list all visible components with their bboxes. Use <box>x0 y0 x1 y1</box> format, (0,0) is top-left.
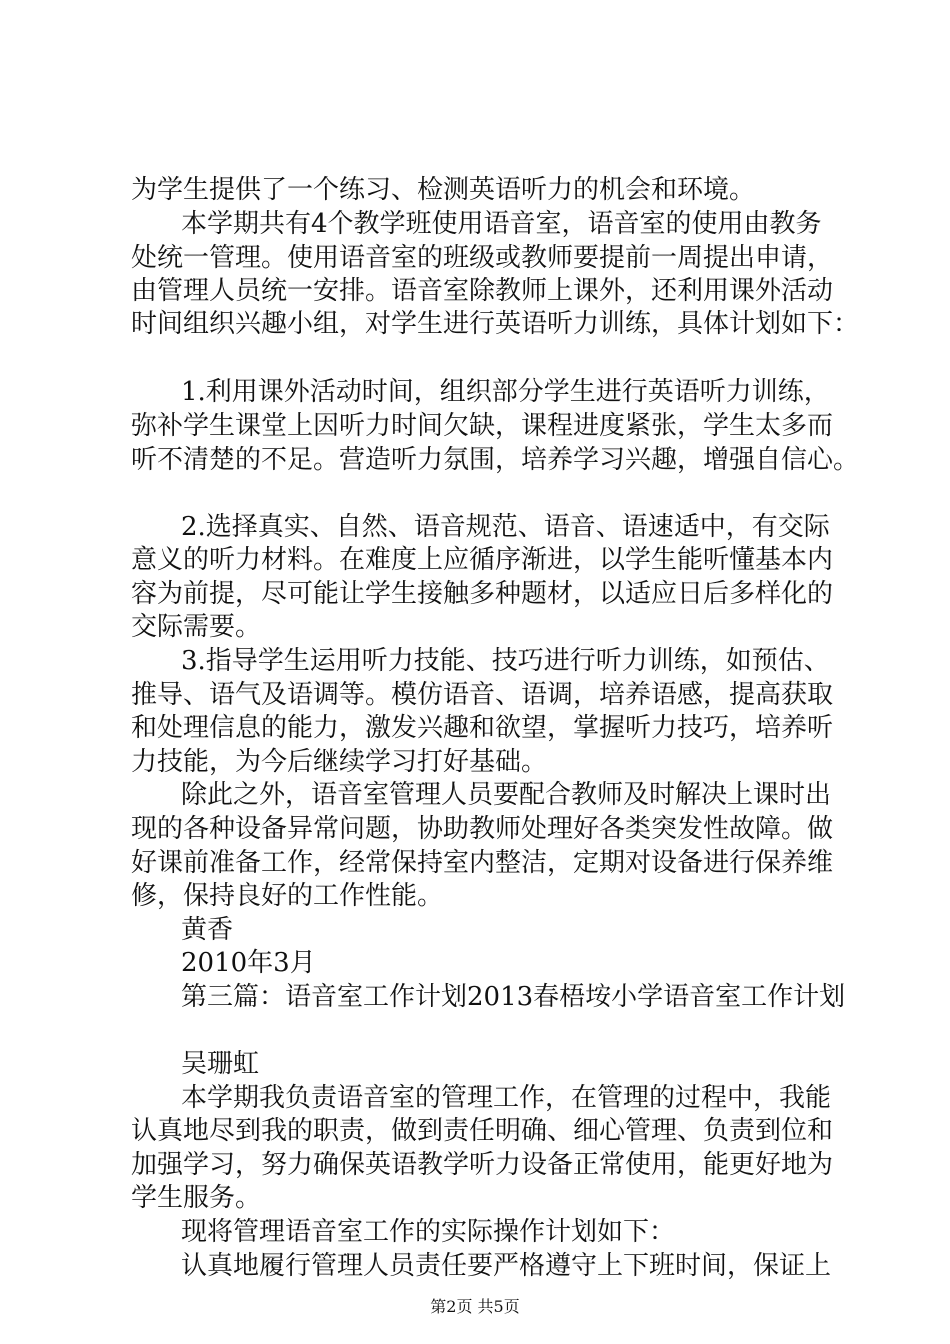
date: 2010年3月 <box>181 948 316 978</box>
text-line: 容为前提，尽可能让学生接触多种题材，以适应日后多样化的 <box>131 579 834 609</box>
section-heading: 第三篇：语音室工作计划2013春梧垵小学语音室工作计划 <box>181 982 846 1012</box>
text-line: 本学期我负责语音室的管理工作，在管理的过程中，我能 <box>181 1083 832 1113</box>
text-line: 学生服务。 <box>131 1183 262 1213</box>
text-line: 弥补学生课堂上因听力时间欠缺，课程进度紧张，学生太多而 <box>131 411 834 441</box>
text-line: 认真地尽到我的职责，做到责任明确、细心管理、负责到位和 <box>131 1116 834 1146</box>
text-line: 除此之外，语音室管理人员要配合教师及时解决上课时出 <box>181 780 832 810</box>
author-name: 黄香 <box>181 915 234 945</box>
author-name: 吴珊虹 <box>181 1049 260 1079</box>
text-line: 为学生提供了一个练习、检测英语听力的机会和环境。 <box>131 175 756 205</box>
text-line: 1.利用课外活动时间，组织部分学生进行英语听力训练， <box>181 377 830 407</box>
page-number-footer: 第2页 共5页 <box>430 1297 520 1316</box>
text-line: 加强学习，努力确保英语教学听力设备正常使用，能更好地为 <box>131 1150 834 1180</box>
text-line: 好课前准备工作，经常保持室内整洁，定期对设备进行保养维 <box>131 848 834 878</box>
text-line: 现的各种设备异常问题，协助教师处理好各类突发性故障。做 <box>131 814 834 844</box>
text-line: 现将管理语音室工作的实际操作计划如下： <box>181 1217 676 1247</box>
text-line: 2.选择真实、自然、语音规范、语音、语速适中，有交际 <box>181 512 830 542</box>
text-line: 时间组织兴趣小组，对学生进行英语听力训练，具体计划如下： <box>131 309 860 339</box>
text-line: 推导、语气及语调等。模仿语音、语调，培养语感，提高获取 <box>131 680 834 710</box>
text-line: 意义的听力材料。在难度上应循序渐进，以学生能听懂基本内 <box>131 545 834 575</box>
text-line: 由管理人员统一安排。语音室除教师上课外，还利用课外活动 <box>131 276 834 306</box>
text-line: 和处理信息的能力，激发兴趣和欲望，掌握听力技巧，培养听 <box>131 713 834 743</box>
text-line: 本学期共有4个教学班使用语音室，语音室的使用由教务 <box>181 209 822 239</box>
text-line: 认真地履行管理人员责任要严格遵守上下班时间，保证上 <box>181 1251 832 1281</box>
text-line: 修，保持良好的工作性能。 <box>131 881 444 911</box>
text-line: 力技能，为今后继续学习打好基础。 <box>131 747 548 777</box>
text-line: 处统一管理。使用语音室的班级或教师要提前一周提出申请， <box>131 243 834 273</box>
text-line: 交际需要。 <box>131 612 262 642</box>
text-line: 听不清楚的不足。营造听力氛围，培养学习兴趣，增强自信心。 <box>131 445 860 475</box>
text-line: 3.指导学生运用听力技能、技巧进行听力训练，如预估、 <box>181 646 830 676</box>
